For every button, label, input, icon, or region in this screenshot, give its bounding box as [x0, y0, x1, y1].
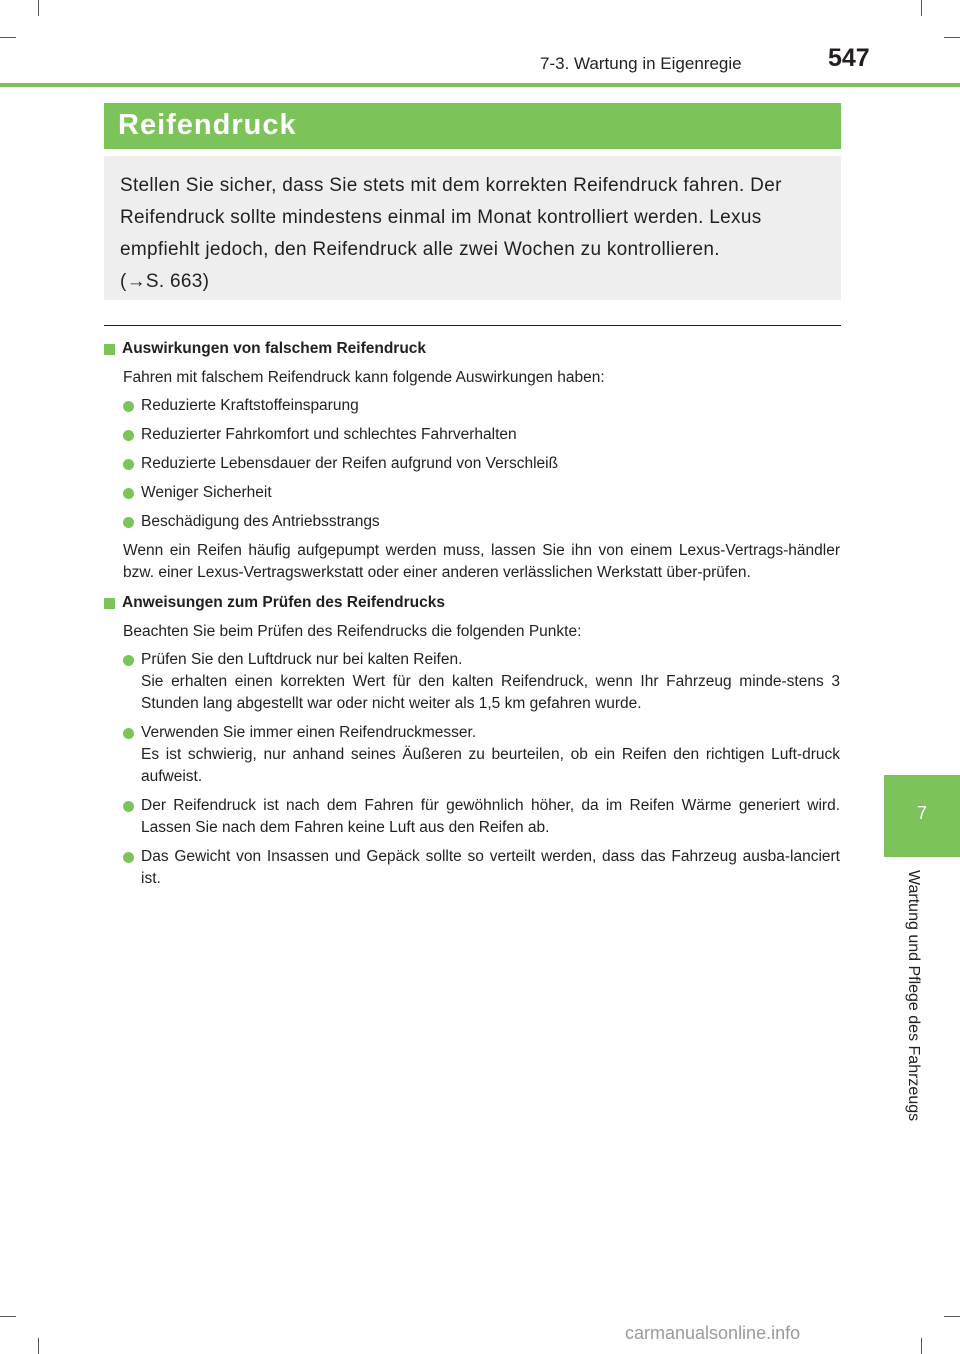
page-heading: Reifendruck: [118, 109, 297, 141]
subheading-effects: [104, 336, 840, 362]
lead-text: Fahren mit falschem Reifendruck kann folgende Auswirkungen haben:: [123, 369, 605, 386]
intro-line: Reifendruck sollte mindestens einmal im Monat kontrolliert werden. Lexus: [120, 207, 762, 228]
bullet-dot-icon: [123, 801, 134, 812]
list-item: Weniger Sicherheit: [104, 482, 840, 504]
bullet-dot-icon: [123, 728, 134, 739]
heading-bar: [104, 103, 841, 149]
crop-mark: [38, 0, 39, 16]
square-bullet-icon: [104, 344, 115, 355]
section-title: 7-3. Wartung in Eigenregie: [540, 54, 742, 73]
subheading-text: Auswirkungen von falschem Reifendruck: [122, 340, 427, 357]
intro-line: empfiehlt jedoch, den Reifendruck alle zwei Wochen zu kontrollieren.: [120, 239, 720, 260]
list-item: Prüfen Sie den Luftdruck nur bei kalten Reifen. Sie erhalten einen korrekten Wert für den kalten Reifendruck, wenn Ihr Fahrzeug minde-stens 3 Stunden lang abgestellt war oder nicht weiter als 1,5 km gefahren wurde.: [104, 649, 840, 715]
crop-mark: [0, 1316, 16, 1317]
crop-mark: [38, 1338, 39, 1354]
bullet-dot-icon: [123, 517, 134, 528]
lead-text: Beachten Sie beim Prüfen des Reifendrucks die folgenden Punkte:: [123, 623, 582, 640]
list-item: Reduzierte Kraftstoffeinsparung: [104, 395, 840, 417]
intro-box: [104, 156, 841, 300]
bullet-dot-icon: [123, 488, 134, 499]
bullet-dot-icon: [123, 459, 134, 470]
chapter-number: 7: [916, 803, 927, 823]
list-item: Das Gewicht von Insassen und Gepäck sollte so verteilt werden, dass das Fahrzeug ausba-lanciert ist.: [104, 846, 840, 890]
bullet-dot-icon: [123, 655, 134, 666]
section-divider: [104, 325, 841, 326]
watermark: carmanualsonline.info: [625, 1323, 801, 1343]
intro-line: Stellen Sie sicher, dass Sie stets mit dem korrekten Reifendruck fahren. Der: [120, 175, 782, 196]
crop-mark: [944, 1316, 960, 1317]
subheading-text: Anweisungen zum Prüfen des Reifendrucks: [122, 594, 445, 611]
subheading-instructions: [104, 590, 840, 616]
header-rule: [0, 83, 960, 87]
page-number: 547: [828, 44, 870, 72]
content: [104, 336, 840, 897]
square-bullet-icon: [104, 598, 115, 609]
bullet-dot-icon: [123, 401, 134, 412]
closing-paragraph: Wenn ein Reifen häufig aufgepumpt werden muss, lassen Sie ihn von einem Lexus-Vertrags-händler bzw. einer Lexus-Vertragswerkstatt oder einer anderen verlässlichen Werkstatt über-prüfen.: [123, 542, 840, 581]
chapter-tab: [884, 775, 960, 857]
crop-mark: [0, 37, 16, 38]
list-item: Reduzierter Fahrkomfort und schlechtes Fahrverhalten: [104, 424, 840, 446]
list-item: Der Reifendruck ist nach dem Fahren für gewöhnlich höher, da im Reifen Wärme generiert wird. Lassen Sie nach dem Fahren keine Luft aus den Reifen ab.: [104, 795, 840, 839]
bullet-dot-icon: [123, 430, 134, 441]
crop-mark: [944, 37, 960, 38]
intro-page-reference: (→S. 663): [120, 271, 210, 292]
list-item: Beschädigung des Antriebsstrangs: [104, 511, 840, 533]
list-item: Verwenden Sie immer einen Reifendruckmesser. Es ist schwierig, nur anhand seines Äußeren zu beurteilen, ob ein Reifen den richtigen Luft-druck aufweist.: [104, 722, 840, 788]
crop-mark: [921, 0, 922, 16]
bullet-dot-icon: [123, 852, 134, 863]
list-item: Reduzierte Lebensdauer der Reifen aufgrund von Verschleiß: [104, 453, 840, 475]
chapter-label: Wartung und Pflege des Fahrzeugs: [905, 870, 922, 1122]
crop-mark: [921, 1338, 922, 1354]
